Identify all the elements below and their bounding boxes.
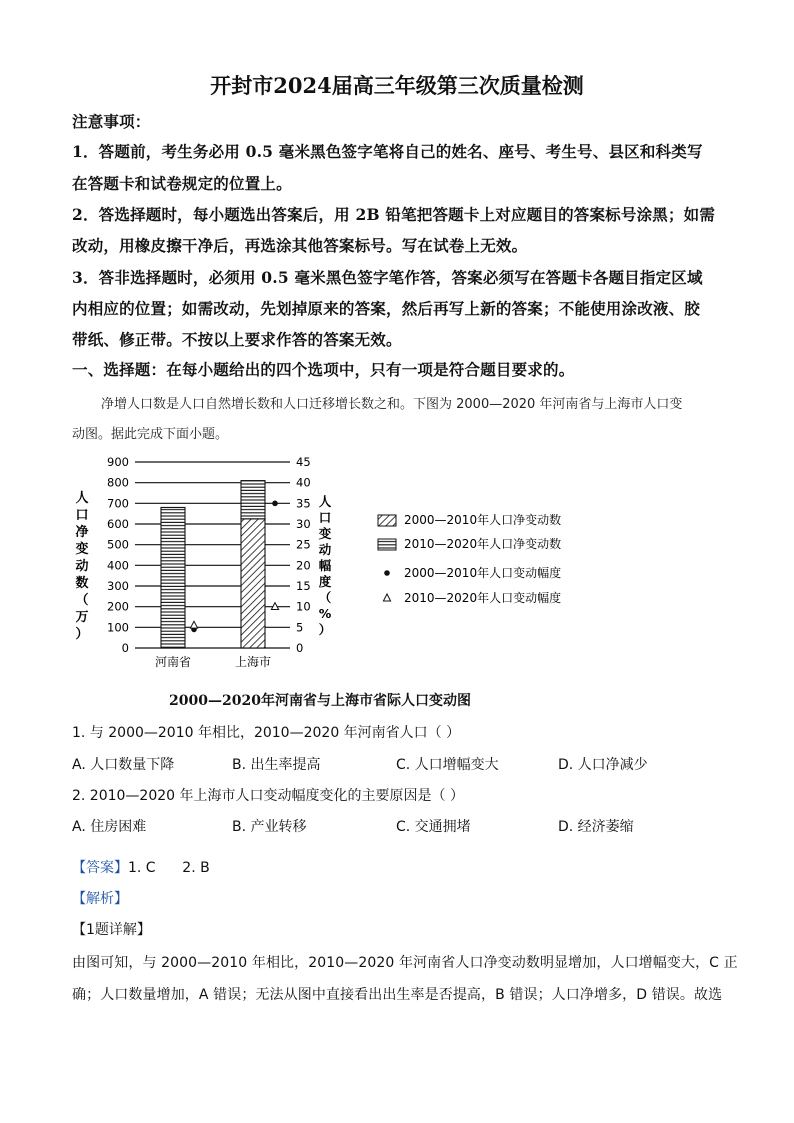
left-tick-label: 400 <box>107 558 129 573</box>
left-axis-char: 万 <box>75 610 89 625</box>
grid-lines <box>135 462 290 648</box>
legend-triangle-icon <box>383 594 390 601</box>
legend-swatch-hatched <box>378 515 396 526</box>
left-axis-char: 净 <box>75 525 89 540</box>
right-axis-char: 幅 <box>318 558 332 573</box>
right-tick-label: 35 <box>296 496 311 511</box>
right-tick-label: 30 <box>296 517 311 531</box>
right-tick-label: 5 <box>296 620 304 635</box>
explanation-line-2: 确；人口数量增加，A 错误；无法从图中直接看出出生率是否提高，B 错误；人口净增多，D 错误。故选 <box>72 987 723 1003</box>
right-axis-char: ） <box>318 622 332 637</box>
bar-2000-2010 <box>241 519 265 648</box>
left-tick-label: 800 <box>107 475 129 490</box>
left-tick-label: 100 <box>107 620 129 635</box>
legend-label: 2000—2010年人口净变动数 <box>404 513 562 527</box>
analysis-tag: 【解析】 <box>72 891 128 907</box>
right-tick-label: 10 <box>296 599 311 614</box>
notice-item-3-line-1: 3．答非选择题时，必须用 0.5 毫米黑色签字笔作答，答案必须写在答题卡各题目指定区域 <box>72 268 703 287</box>
right-tick-label: 0 <box>296 641 304 655</box>
left-axis-char: 动 <box>75 559 89 574</box>
left-axis-char: 数 <box>75 576 89 591</box>
bar-2010-2020 <box>241 481 265 519</box>
detail-tag: 【1题详解】 <box>72 922 151 938</box>
question-1-option-c: C. 人口增幅变大 <box>396 757 499 773</box>
section-heading: 一、选择题：在每小题给出的四个选项中，只有一项是符合题目要求的。 <box>72 360 575 379</box>
question-2-option-c: C. 交通拥堵 <box>396 819 471 835</box>
right-axis-char: 动 <box>318 542 332 557</box>
notice-item-2-line-1: 2．答选择题时，每小题选出答案后，用 2B 铅笔把答题卡上对应题目的答案标号涂黑；如需 <box>72 205 716 224</box>
legend-label: 2010—2020年人口变动幅度 <box>404 591 562 605</box>
intro-line-2: 动图。据此完成下面小题。 <box>72 427 229 442</box>
left-axis-char: 变 <box>75 542 89 557</box>
legend-label: 2010—2020年人口净变动数 <box>404 537 562 551</box>
intro-line-1: 净增人口数是人口自然增长数和人口迁移增长数之和。下图为 2000—2020 年河南省与上海市人口变 <box>101 397 683 412</box>
point-2010-2020 <box>190 621 197 628</box>
left-tick-label: 200 <box>107 599 129 614</box>
right-axis-label <box>319 494 332 637</box>
notice-item-3-line-3: 带纸、修正带。不按以上要求作答的答案无效。 <box>72 330 402 349</box>
notice-item-3-line-2: 内相应的位置；如需改动，先划掉原来的答案，然后再写上新的答案；不能使用涂改液、胶 <box>72 299 701 318</box>
legend <box>378 512 561 605</box>
left-tick-label: 600 <box>107 517 129 531</box>
category-labels <box>155 654 271 669</box>
left-axis-char: （ <box>75 593 89 608</box>
left-axis-char: ） <box>75 627 89 642</box>
left-tick-label: 900 <box>107 455 129 469</box>
question-2-stem: 2. 2010—2020 年上海市人口变动幅度变化的主要原因是（ ） <box>72 788 464 804</box>
left-tick-label: 500 <box>107 537 129 552</box>
answer-text: 1. C 2. B <box>128 860 210 876</box>
left-axis-ticks <box>107 455 129 655</box>
question-1-option-d: D. 人口净减少 <box>558 757 648 773</box>
point-2010-2020 <box>271 603 278 610</box>
left-tick-label: 300 <box>107 579 129 593</box>
left-axis-char: 口 <box>75 508 89 523</box>
left-tick-label: 0 <box>121 641 129 655</box>
left-axis-char: 人 <box>75 491 89 506</box>
question-1-option-b: B. 出生率提高 <box>232 757 321 773</box>
answer-tag: 【答案】 <box>72 860 128 876</box>
notice-item-2-line-2: 改动，用橡皮擦干净后，再选涂其他答案标号。写在试卷上无效。 <box>72 236 528 255</box>
point-2000-2010 <box>272 501 278 507</box>
question-2-option-a: A. 住房困难 <box>72 819 147 835</box>
category-label: 上海市 <box>234 655 272 669</box>
legend-dot-icon <box>384 570 390 576</box>
category-label: 河南省 <box>154 655 192 669</box>
right-tick-label: 25 <box>296 537 311 552</box>
right-axis-ticks <box>296 455 311 655</box>
question-2-option-b: B. 产业转移 <box>232 819 307 835</box>
right-tick-label: 40 <box>296 475 311 490</box>
right-axis-char: 变 <box>318 526 332 541</box>
left-axis-label <box>75 491 89 642</box>
question-2-option-d: D. 经济萎缩 <box>558 819 634 835</box>
chart-title: 2000—2020年河南省与上海市省际人口变动图 <box>169 693 471 709</box>
right-axis-char: 人 <box>318 494 332 509</box>
notice-item-1-line-1: 1．答题前，考生务必用 0.5 毫米黑色签字笔将自己的姓名、座号、考生号、县区和科类写 <box>72 142 703 161</box>
right-axis-char: （ <box>318 590 332 605</box>
question-1-stem: 1. 与 2000—2010 年相比，2010—2020 年河南省人口（ ） <box>72 725 461 741</box>
right-axis-char: % <box>318 606 332 621</box>
notice-heading: 注意事项： <box>72 112 151 131</box>
bars <box>161 481 265 648</box>
left-tick-label: 700 <box>107 496 129 511</box>
population-change-chart <box>60 448 580 718</box>
page-title: 开封市2024届高三年级第三次质量检测 <box>210 73 584 98</box>
explanation-line-1: 由图可知，与 2000—2010 年相比，2010—2020 年河南省人口净变动数明显增加，人口增幅变大，C 正 <box>72 955 738 971</box>
legend-swatch-striped <box>378 539 396 550</box>
question-1-option-a: A. 人口数量下降 <box>72 757 175 773</box>
right-tick-label: 15 <box>296 579 311 593</box>
legend-label: 2000—2010年人口变动幅度 <box>404 566 562 580</box>
right-tick-label: 20 <box>296 558 311 573</box>
bar-2010-2020 <box>161 507 185 648</box>
right-tick-label: 45 <box>296 455 311 469</box>
right-axis-char: 口 <box>318 510 332 525</box>
notice-item-1-line-2: 在答题卡和试卷规定的位置上。 <box>72 174 292 193</box>
right-axis-char: 度 <box>318 574 332 589</box>
